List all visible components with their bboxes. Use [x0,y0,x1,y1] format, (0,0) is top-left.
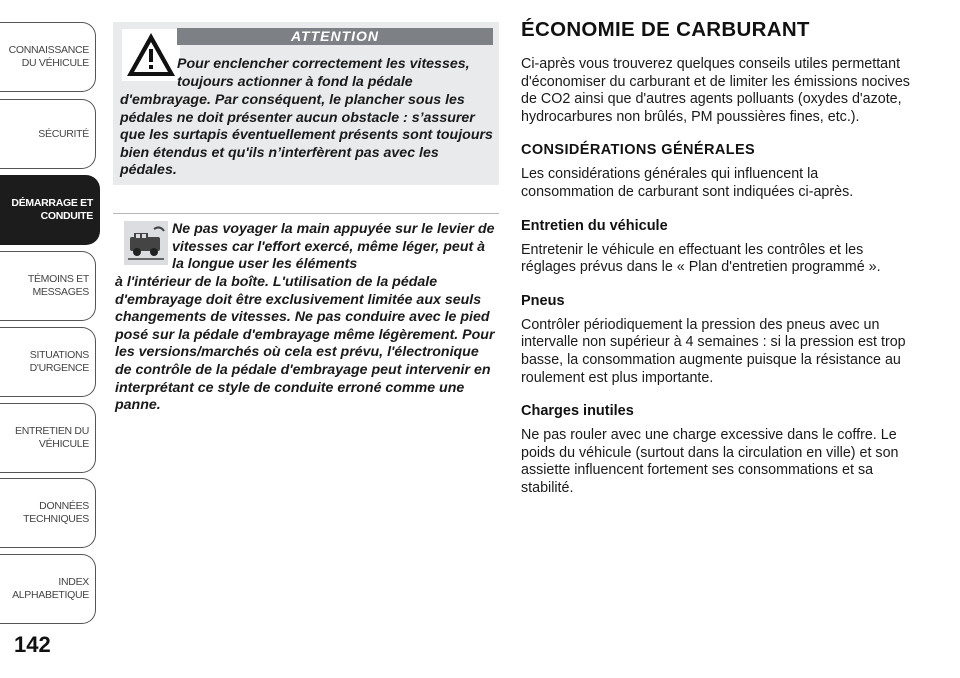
pneus-paragraph: Contrôler périodiquement la pression des pneus avec un intervalle non supérieur à 4 semaines : si la pression est trop basse, la consommation augmente puisque la résistance au roulement est plus importante. [521,316,906,386]
warning-text-body: d'embrayage. Par conséquent, le plancher sous les pédales ne doit présenter aucun obstacle : s’assurer que les surtapis éventuellement présents sont toujours bien étendus et qu'ils n’interfèrent pas avec les pédales. [120,92,493,179]
tab-label: CONNAISSANCE DU VÉHICULE [8,44,89,69]
tab-label: INDEX ALPHABETIQUE [12,576,89,601]
tab-label: ENTRETIEN DU VÉHICULE [15,425,89,450]
tab-donnees-techniques[interactable] [0,478,96,548]
section-title: CONSIDÉRATIONS GÉNÉRALES [521,142,756,159]
charges-heading: Charges inutiles [521,403,634,420]
tab-demarrage-et-conduite[interactable] [0,175,100,245]
tab-label: DÉMARRAGE ET CONDUITE [11,197,93,222]
warning-box [113,22,499,185]
tab-securite[interactable] [0,99,96,169]
tab-label: TÉMOINS ET MESSAGES [27,273,89,298]
entretien-heading: Entretien du véhicule [521,217,668,234]
tab-label: SITUATIONS D'URGENCE [29,349,89,374]
tab-situations-d-urgence[interactable] [0,327,96,397]
note-text-body: à l'intérieur de la boîte. L'utilisation de la pédale d'embrayage doit être exclusivement limitée aux seuls changements de vitesses. Ne pas conduire avec le pied posé sur la pédale d'embrayage même légèrement. Pour les versions/marchés où cela est prévu, l'électronique de contrôle de la pédale d'embrayage peut intervenir en interprétant ce style de conduite erroné comme une panne. [115,274,495,414]
page-title: ÉCONOMIE DE CARBURANT [521,18,810,41]
tab-connaissance-du-vehicule[interactable] [0,22,96,92]
tab-label: DONNÉES TECHNIQUES [23,500,89,525]
intro-paragraph: Ci-après vous trouverez quelques conseils utiles permettant d'économiser du carburant et de limiter les émissions nocives de CO2 ainsi que d'autres agents polluants (oxydes d'azote, hydrocarbures non brûlés, PM poussières fines, etc.). [521,56,910,125]
tab-index-alphabetique[interactable] [0,554,96,624]
tab-label: SÉCURITÉ [38,127,89,140]
divider [113,213,499,214]
eco-driving-icon [124,221,168,265]
page-number: 142 [14,632,51,657]
charges-paragraph: Ne pas rouler avec une charge excessive dans le coffre. Le poids du véhicule (surtout dans la circulation en ville) et son assiette influencent fortement ses consommations et sa stabilité. [521,427,899,496]
tab-entretien-du-vehicule[interactable] [0,403,96,473]
warning-header: ATTENTION [177,28,493,45]
warning-triangle-icon [122,29,180,81]
tab-temoins-et-messages[interactable] [0,251,96,321]
note-text-intro: Ne pas voyager la main appuyée sur le levier de vitesses car l'effort exercé, même léger, peut à la longue user les éléments [172,221,495,273]
section-paragraph: Les considérations générales qui influencent la consommation de carburant sont indiquées ci-après. [521,166,854,200]
main-content [521,18,913,514]
pneus-heading: Pneus [521,292,565,309]
warning-text-intro: Pour enclencher correctement les vitesses, toujours actionner à fond la pédale [177,56,470,90]
entretien-paragraph: Entretenir le véhicule en effectuant les contrôles et les réglages prévus dans le « Plan d'entretien programmé ». [521,241,881,276]
